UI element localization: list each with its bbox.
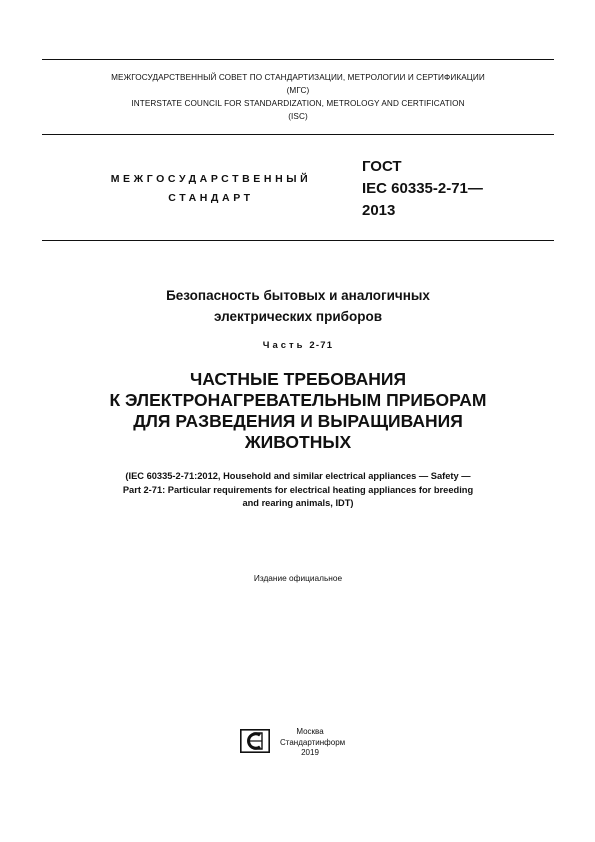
document-subtitle-line2: К ЭЛЕКТРОНАГРЕВАТЕЛЬНЫМ ПРИБОРАМ — [109, 390, 487, 410]
document-title-line2: электрических приборов — [213, 309, 382, 324]
document-title-line1: Безопасность бытовых и аналогичных — [166, 288, 430, 303]
designation-line1: ГОСТ — [362, 158, 402, 175]
standard-label-line2: СТАНДАРТ — [168, 192, 254, 204]
document-title — [60, 285, 536, 327]
council-rule — [42, 134, 554, 135]
council-abbr-ru: (МГС) — [286, 86, 310, 95]
publisher-city: Москва — [296, 727, 324, 736]
part-number: 2-71 — [309, 340, 334, 351]
part-word: Часть — [262, 340, 306, 351]
document-subtitle — [60, 369, 536, 453]
council-abbr-en: (ISC) — [288, 112, 308, 121]
publisher-name: Стандартинформ — [280, 737, 346, 747]
document-subtitle-line1: ЧАСТНЫЕ ТРЕБОВАНИЯ — [189, 369, 407, 389]
top-rule — [42, 59, 554, 60]
council-name-en: INTERSTATE COUNCIL FOR STANDARDIZATION, METROLOGY AND CERTIFICATION — [131, 99, 465, 108]
document-subtitle-line4: ЖИВОТНЫХ — [244, 432, 352, 452]
designation-rule — [42, 240, 554, 241]
publisher-block — [280, 727, 346, 759]
standartinform-logo-icon — [240, 729, 270, 753]
standard-label — [80, 170, 342, 208]
part-label — [60, 340, 536, 351]
designation-line3: 2013 — [362, 202, 396, 219]
international-reference-line2: Part 2-71: Particular requirements for electrical heating appliances for breeding — [122, 484, 474, 495]
international-reference-line3: and rearing animals, IDT) — [242, 498, 354, 508]
standard-label-line1: МЕЖГОСУДАРСТВЕННЫЙ — [110, 173, 312, 185]
publisher-year: 2019 — [301, 748, 319, 757]
standard-designation — [362, 156, 483, 222]
council-name-ru: МЕЖГОСУДАРСТВЕННЫЙ СОВЕТ ПО СТАНДАРТИЗАЦИИ, МЕТРОЛОГИИ И СЕРТИФИКАЦИИ — [111, 73, 485, 82]
international-reference-line1: (IEC 60335-2-71:2012, Household and similar electrical appliances — Safety — — [125, 471, 471, 481]
council-header — [42, 71, 554, 123]
document-subtitle-line3: ДЛЯ РАЗВЕДЕНИЯ И ВЫРАЩИВАНИЯ — [133, 411, 463, 431]
international-reference — [70, 470, 526, 511]
designation-line2: IEC 60335-2-71— — [362, 180, 483, 197]
edition-label: Издание официальное — [253, 573, 343, 583]
